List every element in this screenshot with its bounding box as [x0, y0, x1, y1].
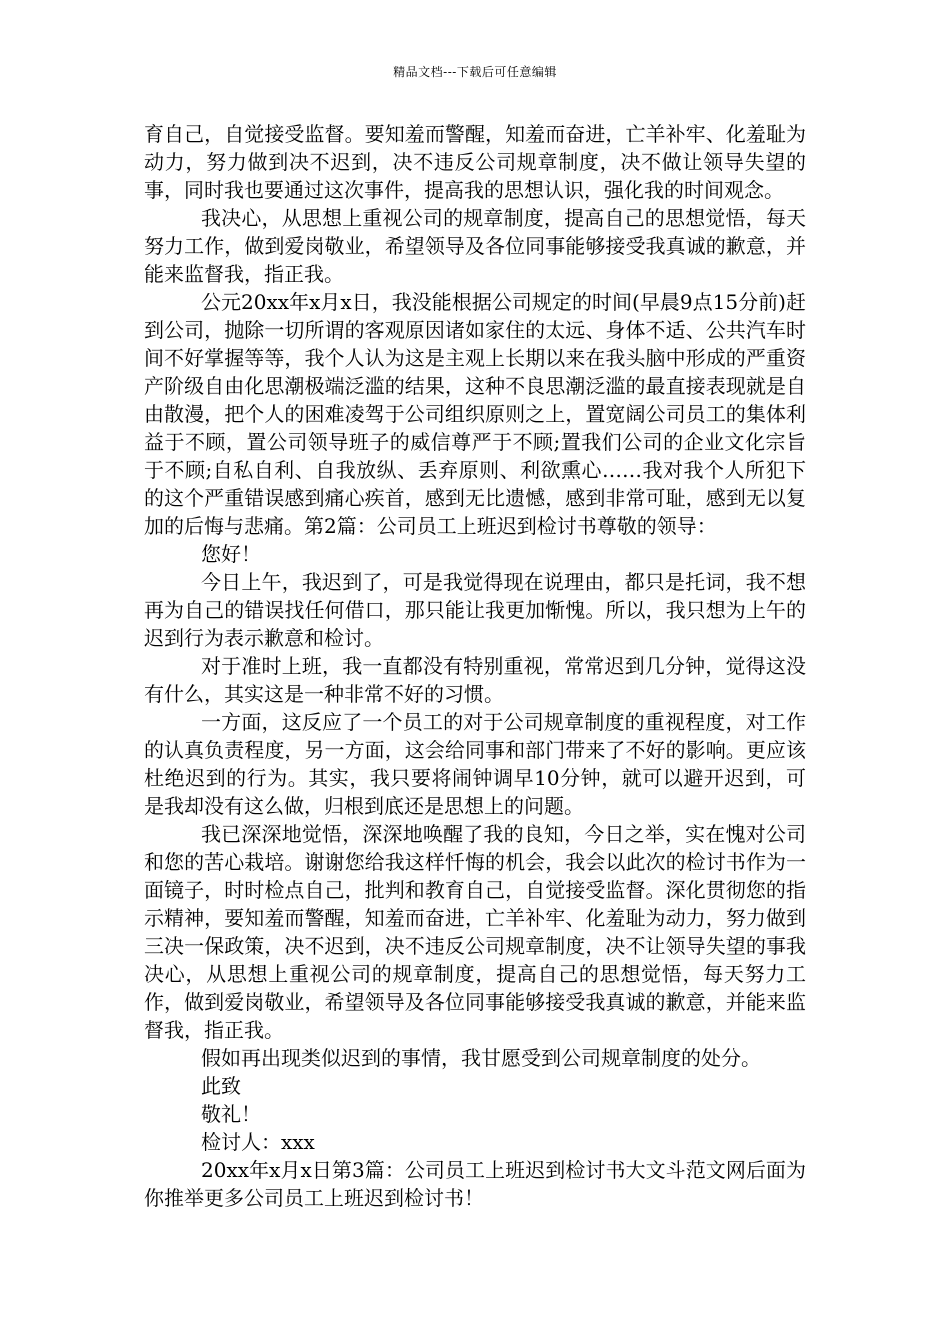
document-body	[144, 120, 806, 1212]
closing-regards: 敬礼！	[201, 1102, 261, 1126]
paragraph-greeting: 您好！	[201, 542, 261, 566]
paragraph-resolve: 我决心，从思想上重视公司的规章制度，提高自己的思想觉悟，每天努力工作，做到爱岗敬业，希望领导及各位同事能够接受我真诚的歉意，并能来监督我，指正我。	[144, 206, 806, 286]
paragraph-continuation: 育自己，自觉接受监督。要知羞而警醒，知羞而奋进，亡羊补牢、化羞耻为动力，努力做到决不迟到，决不违反公司规章制度，决不做让领导失望的事，同时我也要通过这次事件，提高我的思想认识，强化我的时间观念。	[144, 122, 806, 202]
paragraph-incident: 公元20xx年x月x日，我没能根据公司规定的时间(早晨9点15分前)赶到公司，抛除一切所谓的客观原因诸如家住的太远、身体不适、公共汽车时间不好掌握等等，我个人认为这是主观上长期以来在我头脑中形成的严重资产阶级自由化思潮极端泛滥的结果，这种不良思潮泛滥的最直接表现就是自由散漫，把个人的困难凌驾于公司组织原则之上，置宽阔公司员工的集体利益于不顾，置公司领导班子的威信尊严于不顾;置我们公司的企业文化宗旨于不顾;自私自利、自我放纵、丢弃原则、利欲熏心……我对我个人所犯下的这个严重错误感到痛心疾首，感到无比遗憾，感到非常可耻，感到无以复加的后悔与悲痛。第2篇：公司员工上班迟到检讨书尊敬的领导：	[144, 290, 806, 538]
paragraph-date-footer: 20xx年x月x日第3篇：公司员工上班迟到检讨书大文斗范文网后面为你推举更多公司员工上班迟到检讨书！	[144, 1158, 806, 1210]
paragraph-penalty: 假如再出现类似迟到的事情，我甘愿受到公司规章制度的处分。	[201, 1046, 761, 1070]
signature-line: 检讨人：xxx	[201, 1130, 315, 1154]
closing-salutation: 此致	[201, 1074, 241, 1098]
paragraph-habit: 对于准时上班，我一直都没有特别重视，常常迟到几分钟，觉得这没有什么，其实这是一种非常不好的习惯。	[144, 654, 806, 706]
paragraph-apology: 今日上午，我迟到了，可是我觉得现在说理由，都只是托词，我不想再为自己的错误找任何借口，那只能让我更加惭愧。所以，我只想为上午的迟到行为表示歉意和检讨。	[144, 570, 806, 650]
paragraph-reflection: 我已深深地觉悟，深深地唤醒了我的良知，今日之举，实在愧对公司和您的苦心栽培。谢谢您给我这样忏悔的机会，我会以此次的检讨书作为一面镜子，时时检点自己，批判和教育自己，自觉接受监督。深化贯彻您的指示精神，要知羞而警醒，知羞而奋进，亡羊补牢、化羞耻为动力，努力做到三决一保政策，决不迟到，决不违反公司规章制度，决不让领导失望的事我决心，从思想上重视公司的规章制度，提高自己的思想觉悟，每天努力工作，做到爱岗敬业，希望领导及各位同事能够接受我真诚的歉意，并能来监督我，指正我。	[144, 822, 806, 1042]
paragraph-impact: 一方面，这反应了一个员工的对于公司规章制度的重视程度，对工作的认真负责程度，另一方面，这会给同事和部门带来了不好的影响。更应该杜绝迟到的行为。其实，我只要将闹钟调早10分钟，就可以避开迟到，可是我却没有这么做，归根到底还是思想上的问题。	[144, 710, 806, 818]
page-header: 精品文档---下载后可任意编辑	[393, 65, 557, 79]
